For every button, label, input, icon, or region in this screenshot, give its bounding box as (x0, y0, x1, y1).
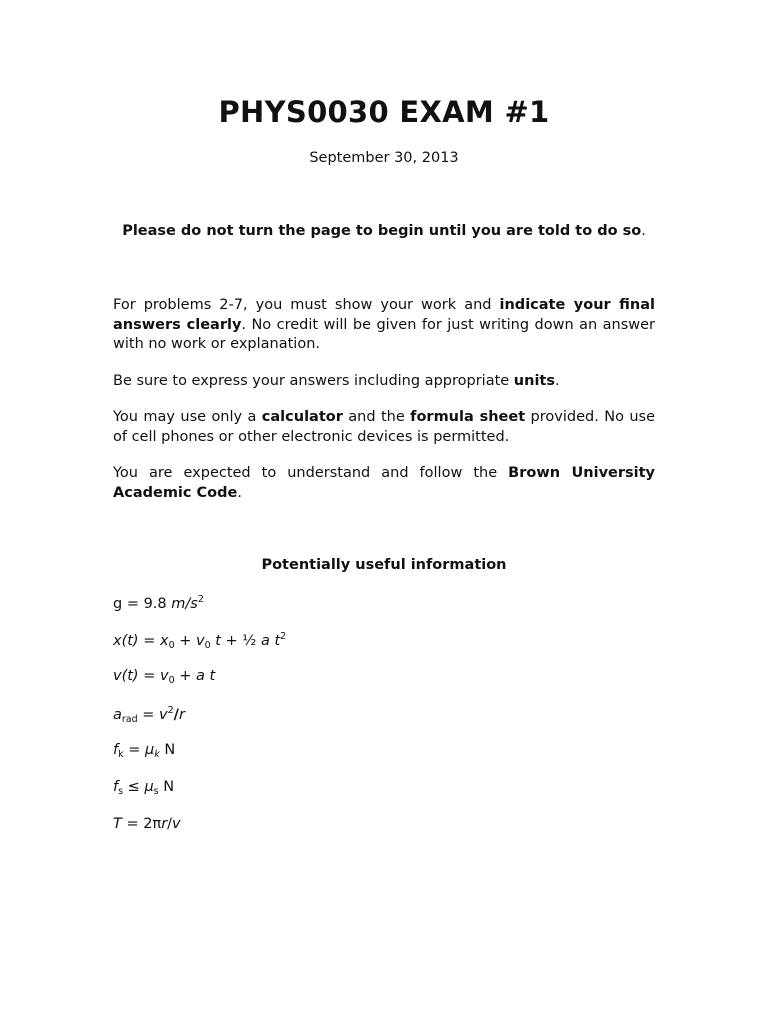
p1-emphasis: indicate your final answers clearly (113, 297, 655, 333)
formula-period-display: T = 2πr/v (113, 816, 181, 832)
formula-kinetic-friction (113, 742, 175, 760)
p4-text-c: . (237, 484, 242, 501)
do-not-turn-notice (0, 223, 768, 239)
p3-emphasis-calculator: calculator (261, 409, 343, 425)
formula-static-friction-display: $f_s \le \mu_s$ N (113, 779, 175, 797)
p4-text-a: You are expected to understand and follow the (113, 465, 509, 481)
p1-text-a: For problems 2-7, you must show your work and (113, 297, 500, 313)
notice-period: . (641, 223, 646, 239)
formula-radial-acceleration-display: $a_{rad} = v^2/r$ (113, 705, 185, 725)
formula-period (113, 816, 181, 832)
p3-text-a: You may use only a (113, 409, 262, 425)
p4-emphasis: Brown University Academic Code (113, 465, 656, 501)
p3-text-c: and the (342, 409, 411, 425)
instruction-show-work (113, 296, 655, 355)
p2-emphasis: units (513, 373, 555, 389)
p1-text-c: . No credit will be given for just writing down an answer with no work or explanation. (113, 316, 655, 352)
p2-text-c: . (554, 373, 560, 389)
p3-emphasis-formula-sheet: formula sheet (410, 409, 526, 425)
p3-text-e: provided. No use of cell phones or other electronic devices is permitted. (113, 409, 655, 445)
instruction-allowed-materials (113, 408, 655, 447)
formula-position (113, 631, 286, 651)
p2-text-a: Be sure to express your answers including appropriate (113, 373, 514, 389)
formula-position-display: $x(t) = x_0 + v_0$ t + ½ a $t^2$ (113, 631, 287, 651)
notice-text: Please do not turn the page to begin until you are told to do so (122, 223, 642, 239)
instruction-academic-code (113, 464, 655, 503)
formula-radial-acceleration (113, 705, 185, 725)
formula-static-friction (113, 779, 174, 797)
formula-gravity (113, 594, 204, 612)
exam-title: PHYS0030 EXAM #1 (218, 95, 550, 129)
formula-velocity-display: $v(t) = v_0 + a$ t (113, 668, 216, 686)
instruction-units (113, 372, 655, 392)
formula-kinetic-friction-display: $f_k = \mu_k$ N (113, 742, 176, 760)
formula-velocity (113, 668, 215, 686)
useful-info-heading: Potentially useful information (261, 557, 507, 573)
exam-date: September 30, 2013 (309, 150, 459, 166)
formula-gravity-display: g = 9.8 $m/s^2$ (113, 594, 204, 612)
